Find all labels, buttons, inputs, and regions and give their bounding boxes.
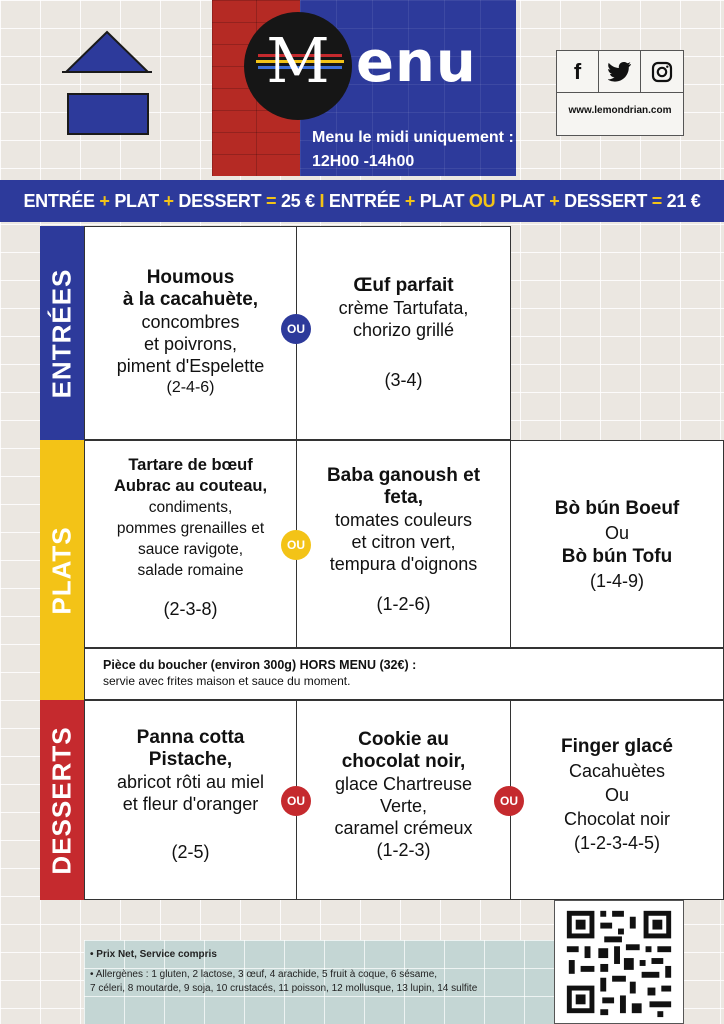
social-box	[556, 50, 684, 136]
dessert-card-panna	[84, 700, 297, 900]
banner-dessert: DESSERT	[564, 190, 648, 211]
dish-title: feta,	[383, 487, 424, 508]
dish-title: Panna cotta	[136, 727, 245, 748]
banner-ou: OU	[468, 190, 496, 211]
website-link[interactable]: www.lemondrian.com	[568, 105, 672, 116]
lunch-hours-line1: Menu le midi uniquement :	[312, 129, 514, 146]
banner-equals: =	[266, 190, 277, 211]
banner-plus: +	[549, 190, 560, 211]
boucher-desc: servie avec frites maison et sauce du moment.	[103, 674, 351, 688]
dish-allergens: (2-3-8)	[163, 599, 218, 619]
lunch-hours-line2: 12H00 -14h00	[312, 153, 415, 170]
price-banner	[0, 180, 724, 222]
boucher-title: Pièce du boucher (environ 300g) HORS MENU (32€) :	[103, 658, 417, 672]
instagram-icon[interactable]	[641, 51, 683, 93]
banner-entree: ENTRÉE	[23, 190, 95, 211]
lunch-hours	[312, 126, 522, 174]
dish-desc: crème Tartufata,	[338, 298, 469, 318]
dish-desc: Verte,	[379, 796, 428, 816]
dish-desc: Ou	[604, 523, 629, 543]
dish-title: Tartare de bœuf	[128, 456, 253, 474]
dish-desc: sauce ravigote,	[137, 541, 244, 558]
banner-equals: =	[651, 190, 662, 211]
dish-desc: et fleur d'oranger	[122, 794, 259, 814]
dish-title: à la cacahuète,	[122, 289, 259, 310]
banner-separator: I	[319, 190, 325, 211]
ou-badge: OU	[281, 314, 311, 344]
plat-card-baba	[296, 440, 511, 648]
dish-desc: Ou	[604, 785, 629, 805]
dish-desc: Chocolat noir	[563, 809, 671, 829]
section-plats-text: PLATS	[46, 525, 77, 615]
plat-card-tartare	[84, 440, 297, 648]
dish-desc: Cacahuètes	[568, 761, 666, 781]
plat-card-bobun	[510, 440, 724, 648]
dish-desc: caramel crémeux	[334, 818, 473, 838]
dish-allergens: (2-4-6)	[166, 379, 215, 396]
house-icon	[62, 28, 152, 138]
dish-desc: tomates couleurs	[334, 510, 473, 530]
section-desserts-text: DESSERTS	[46, 725, 77, 875]
dish-allergens: (3-4)	[384, 370, 423, 390]
ou-badge: OU	[494, 786, 524, 816]
dish-title: Finger glacé	[561, 736, 673, 757]
dish-title: Houmous	[146, 267, 235, 288]
banner-entree: ENTRÉE	[328, 190, 401, 211]
dish-desc: glace Chartreuse	[334, 774, 473, 794]
dish-desc: condiments,	[148, 499, 233, 516]
dish-desc: et citron vert,	[351, 532, 456, 552]
dish-title: Aubrac au couteau,	[113, 477, 268, 495]
section-entrees-text: ENTRÉES	[46, 268, 77, 398]
logo-letter: M	[266, 24, 330, 97]
banner-plat: PLAT	[114, 190, 159, 211]
banner-dessert: DESSERT	[178, 190, 262, 211]
dessert-card-finger	[510, 700, 724, 900]
boucher-note	[84, 648, 724, 700]
dish-title: Pistache,	[148, 749, 233, 770]
section-label-entrees	[40, 226, 84, 440]
dish-title: Cookie au	[358, 729, 449, 750]
banner-plat: PLAT	[500, 190, 545, 211]
dish-title: chocolat noir,	[341, 751, 466, 772]
dish-desc: abricot rôti au miel	[116, 772, 265, 792]
footer-price-note: • Prix Net, Service compris	[90, 949, 217, 960]
dish-desc: piment d'Espelette	[116, 356, 265, 376]
banner-plus: +	[163, 190, 174, 211]
entree-card-houmous	[84, 226, 297, 440]
dish-desc: chorizo grillé	[352, 320, 455, 340]
footer-allergens-2: 7 céleri, 8 moutarde, 9 soja, 10 crustacés, 11 poisson, 12 mollusque, 13 lupin, 14 sulfite	[90, 983, 478, 994]
dish-title: Baba ganoush et	[326, 465, 481, 486]
section-label-plats	[40, 440, 84, 700]
footer-notes	[84, 940, 554, 1024]
dessert-card-cookie	[296, 700, 511, 900]
dish-allergens: (1-2-3)	[376, 840, 431, 860]
dish-desc: salade romaine	[137, 562, 244, 579]
footer-allergens-1: • Allergènes : 1 gluten, 2 lactose, 3 œuf, 4 arachide, 5 fruit à coque, 6 sésame,	[90, 969, 438, 980]
ou-badge: OU	[281, 530, 311, 560]
banner-price-1: 25 €	[280, 190, 315, 211]
facebook-icon[interactable]: f	[557, 51, 599, 93]
qr-code-icon[interactable]	[554, 900, 684, 1024]
dish-allergens: (1-2-6)	[376, 594, 431, 614]
twitter-icon[interactable]	[599, 51, 641, 93]
logo-text: enu	[356, 30, 477, 95]
dish-allergens: (1-2-3-4-5)	[573, 833, 661, 853]
ou-badge: OU	[281, 786, 311, 816]
entree-card-oeuf	[296, 226, 511, 440]
dish-allergens: (2-5)	[171, 842, 210, 862]
dish-desc: et poivrons,	[143, 334, 238, 354]
dish-allergens: (1-4-9)	[589, 571, 644, 591]
dish-title: Œuf parfait	[353, 275, 454, 296]
dish-desc: tempura d'oignons	[329, 554, 478, 574]
banner-plus: +	[99, 190, 110, 211]
banner-price-2: 21 €	[666, 190, 701, 211]
dish-desc: pommes grenailles et	[116, 520, 265, 537]
dish-desc: concombres	[141, 312, 240, 332]
dish-title: Bò bún Boeuf	[554, 498, 680, 519]
section-label-desserts	[40, 700, 84, 900]
dish-title: Bò bún Tofu	[561, 546, 673, 567]
banner-plus: +	[404, 190, 416, 211]
banner-plat: PLAT	[419, 190, 465, 211]
